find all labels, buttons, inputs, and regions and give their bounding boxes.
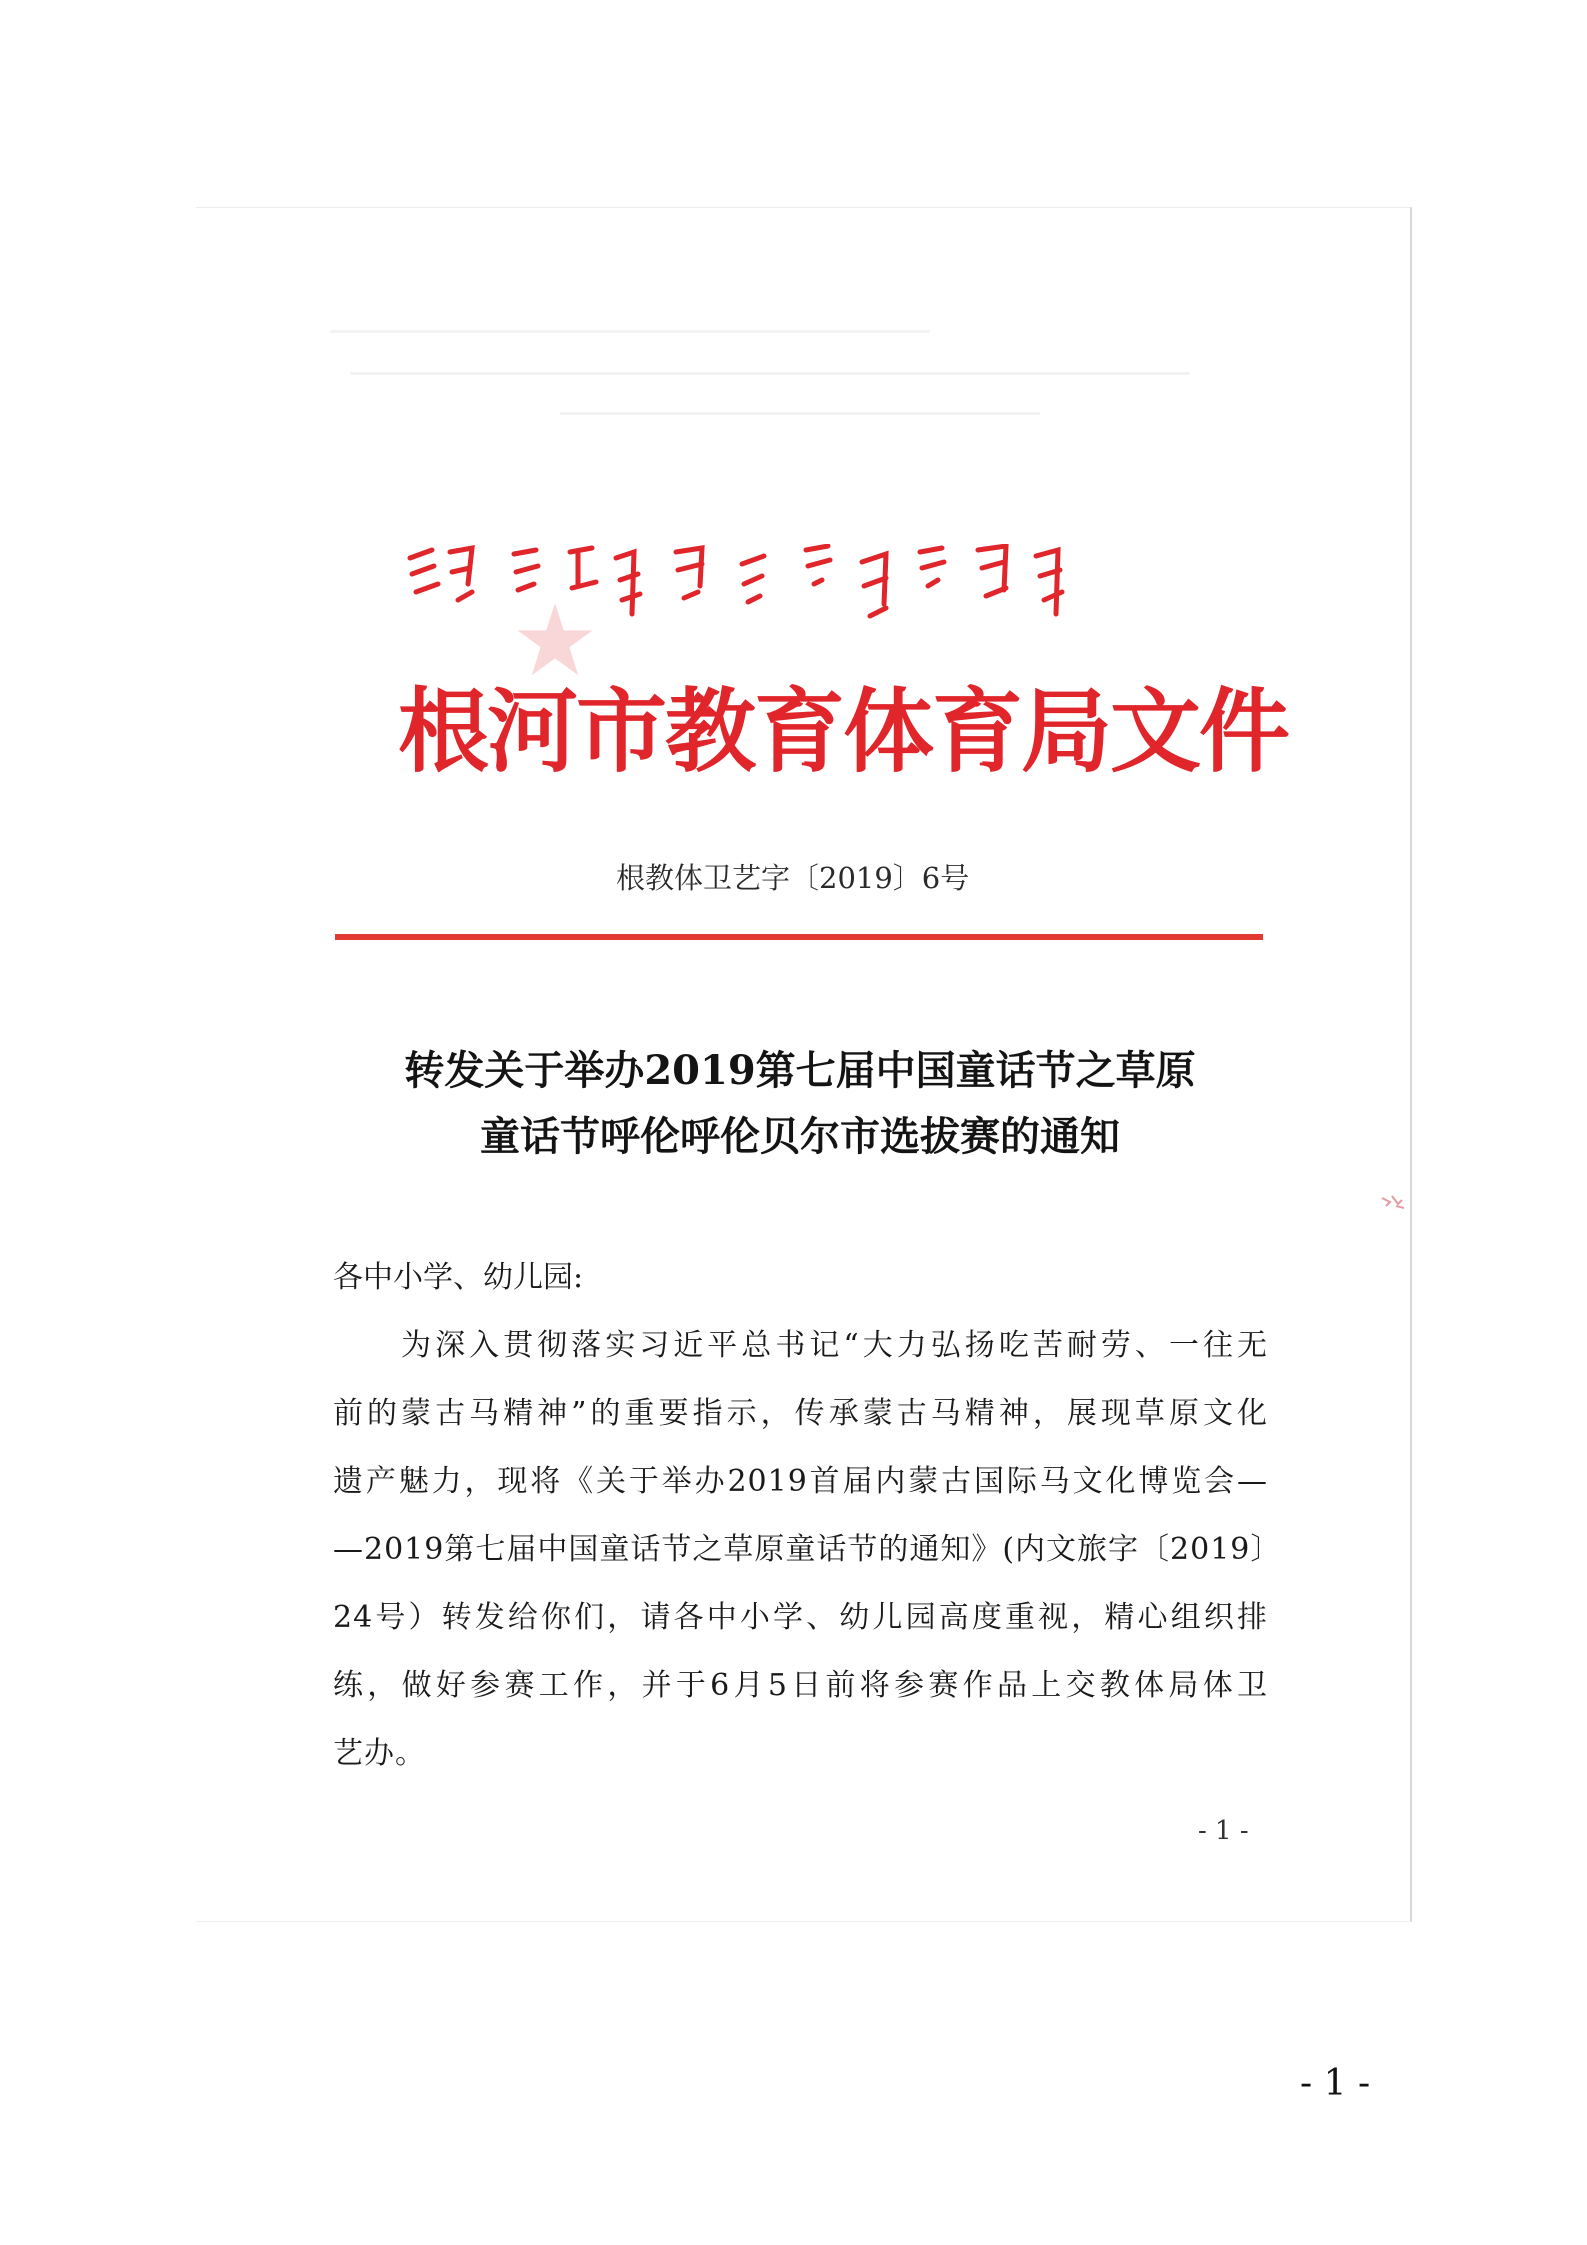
bleed-through-mark: [560, 412, 1040, 415]
body-paragraph-line: 艺办。: [333, 1736, 426, 1771]
bleed-through-mark: [350, 372, 1190, 375]
issuer-title: 根河市教育体育局文件: [398, 680, 1289, 785]
body-paragraph-line: 练，做好参赛工作，并于6月5日前将参赛作品上交教体局体卫: [333, 1668, 1268, 1703]
salutation: 各中小学、幼儿园:: [333, 1260, 584, 1295]
body-paragraph-line: 为深入贯彻落实习近平总书记“大力弘扬吃苦耐劳、一往无: [333, 1328, 1268, 1363]
red-divider: [335, 934, 1263, 940]
bleed-through-mark: [330, 330, 930, 333]
notice-title: [300, 1038, 1300, 1170]
ink-stain: [1378, 1192, 1408, 1212]
body-paragraph-line: 遗产魅力，现将《关于举办2019首届内蒙古国际马文化博览会—: [333, 1464, 1268, 1499]
notice-title-line: 转发关于举办2019第七届中国童话节之草原: [404, 1047, 1196, 1094]
page-number: - 1 -: [1300, 2063, 1371, 2104]
body-paragraph-line: —2019第七届中国童话节之草原童话节的通知》(内文旅字〔2019〕: [333, 1532, 1282, 1567]
body-paragraph-line: 24号）转发给你们，请各中小学、幼儿园高度重视，精心组织排: [333, 1600, 1268, 1635]
notice-title-line: 童话节呼伦呼伦贝尔市选拔赛的通知: [480, 1113, 1120, 1160]
document-number: 根教体卫艺字〔2019〕6号: [616, 861, 970, 895]
body-paragraph-line: 前的蒙古马精神”的重要指示，传承蒙古马精神，展现草原文化: [333, 1396, 1268, 1431]
inner-page-number: - 1 -: [1198, 1816, 1249, 1846]
